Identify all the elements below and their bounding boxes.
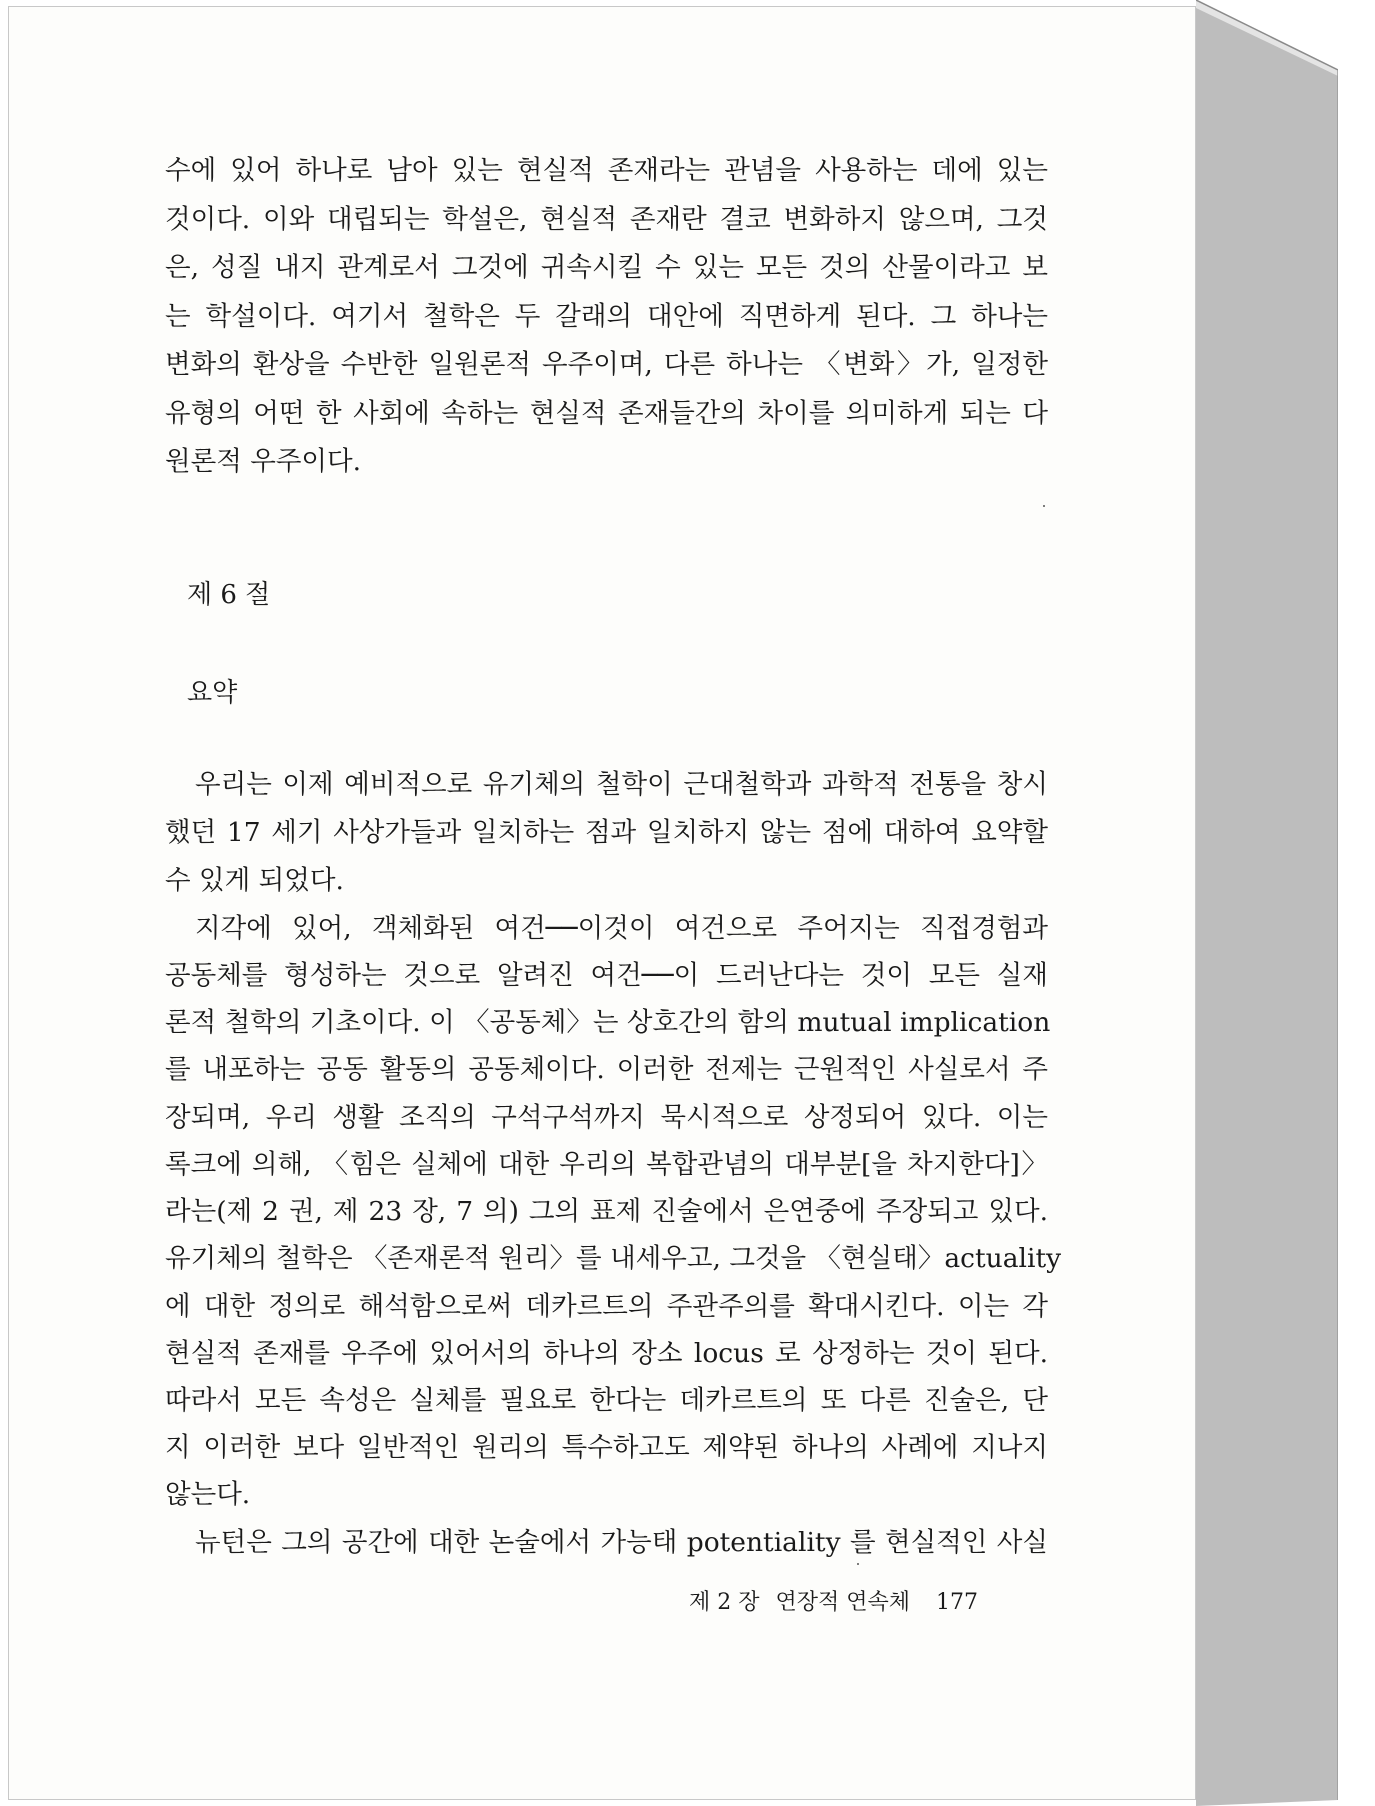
text-line: 지각에 있어, 객체화된 여건──이것이 여건으로 주어지는 직접경험과 [195,913,1048,944]
text-line: 록크에 의해, 〈힘은 실체에 대한 우리의 복합관념의 대부분[을 차지한다]〉 [165,1149,1048,1180]
running-footer [689,1587,994,1619]
text-line: 변화의 환상을 수반한 일원론적 우주이며, 다른 하나는 〈변화〉가, 일정한 [165,349,1048,380]
text-line: 유기체의 철학은 〈존재론적 원리〉를 내세우고, 그것을 〈현실태〉actuality [165,1243,1062,1274]
section-number: 제 6 절 [187,580,271,610]
text-line: 원론적 우주이다. [165,446,362,477]
text-line: 수에 있어 하나로 남아 있는 현실적 존재라는 관념을 사용하는 데에 있는 [165,155,1048,186]
text-line: 는 학설이다. 여기서 철학은 두 갈래의 대안에 직면하게 된다. 그 하나는 [165,301,1048,332]
text-line: 를 내포하는 공동 활동의 공동체이다. 이러한 전제는 근원적인 사실로서 주 [165,1054,1048,1085]
book-spine [1196,0,1338,1806]
text-line: 라는(제 2 권, 제 23 장, 7 의) 그의 표제 진술에서 은연중에 주장되고 있다. [165,1196,1048,1227]
scan-speck [857,1563,859,1565]
text-line: 했던 17 세기 사상가들과 일치하는 점과 일치하지 않는 점에 대하여 요약할 [165,817,1048,848]
text-line: 공동체를 형성하는 것으로 알려진 여건──이 드러난다는 것이 모든 실재 [165,960,1048,991]
scan-speck [1043,505,1045,507]
text-line: 은, 성질 내지 관계로서 그것에 귀속시킬 수 있는 모든 것의 산물이라고 보 [165,252,1048,283]
text-line: 뉴턴은 그의 공간에 대한 논술에서 가능태 potentiality 를 현실적인 사실 [195,1527,1048,1558]
page-number: 177 [936,1590,979,1615]
text-line: 않는다. [165,1479,251,1510]
text-line: 따라서 모든 속성은 실체를 필요로 한다는 데카르트의 또 다른 진술은, 단 [165,1385,1048,1416]
text-line: 지 이러한 보다 일반적인 원리의 특수하고도 제약된 하나의 사례에 지나지 [165,1432,1048,1463]
text-line: 현실적 존재를 우주에 있어서의 하나의 장소 locus 로 상정하는 것이 된다. [165,1338,1048,1369]
text-line: 장되며, 우리 생활 조직의 구석구석까지 묵시적으로 상정되어 있다. 이는 [165,1102,1048,1133]
text-line: 것이다. 이와 대립되는 학설은, 현실적 존재란 결코 변화하지 않으며, 그것 [165,204,1048,235]
text-line: 론적 철학의 기초이다. 이 〈공동체〉는 상호간의 함의 mutual implication [165,1007,1051,1038]
section-title: 요약 [187,678,238,708]
footer-chapter: 제 2 장 [689,1590,760,1615]
book-page [8,6,1196,1800]
text-line: 우리는 이제 예비적으로 유기체의 철학이 근대철학과 과학적 전통을 창시 [195,769,1048,800]
text-line: 에 대한 정의로 해석함으로써 데카르트의 주관주의를 확대시킨다. 이는 각 [165,1291,1048,1322]
text-line: 유형의 어떤 한 사회에 속하는 현실적 존재들간의 차이를 의미하게 되는 다 [165,398,1048,429]
text-line: 수 있게 되었다. [165,865,344,896]
footer-chapter-title: 연장적 연속체 [775,1590,911,1615]
